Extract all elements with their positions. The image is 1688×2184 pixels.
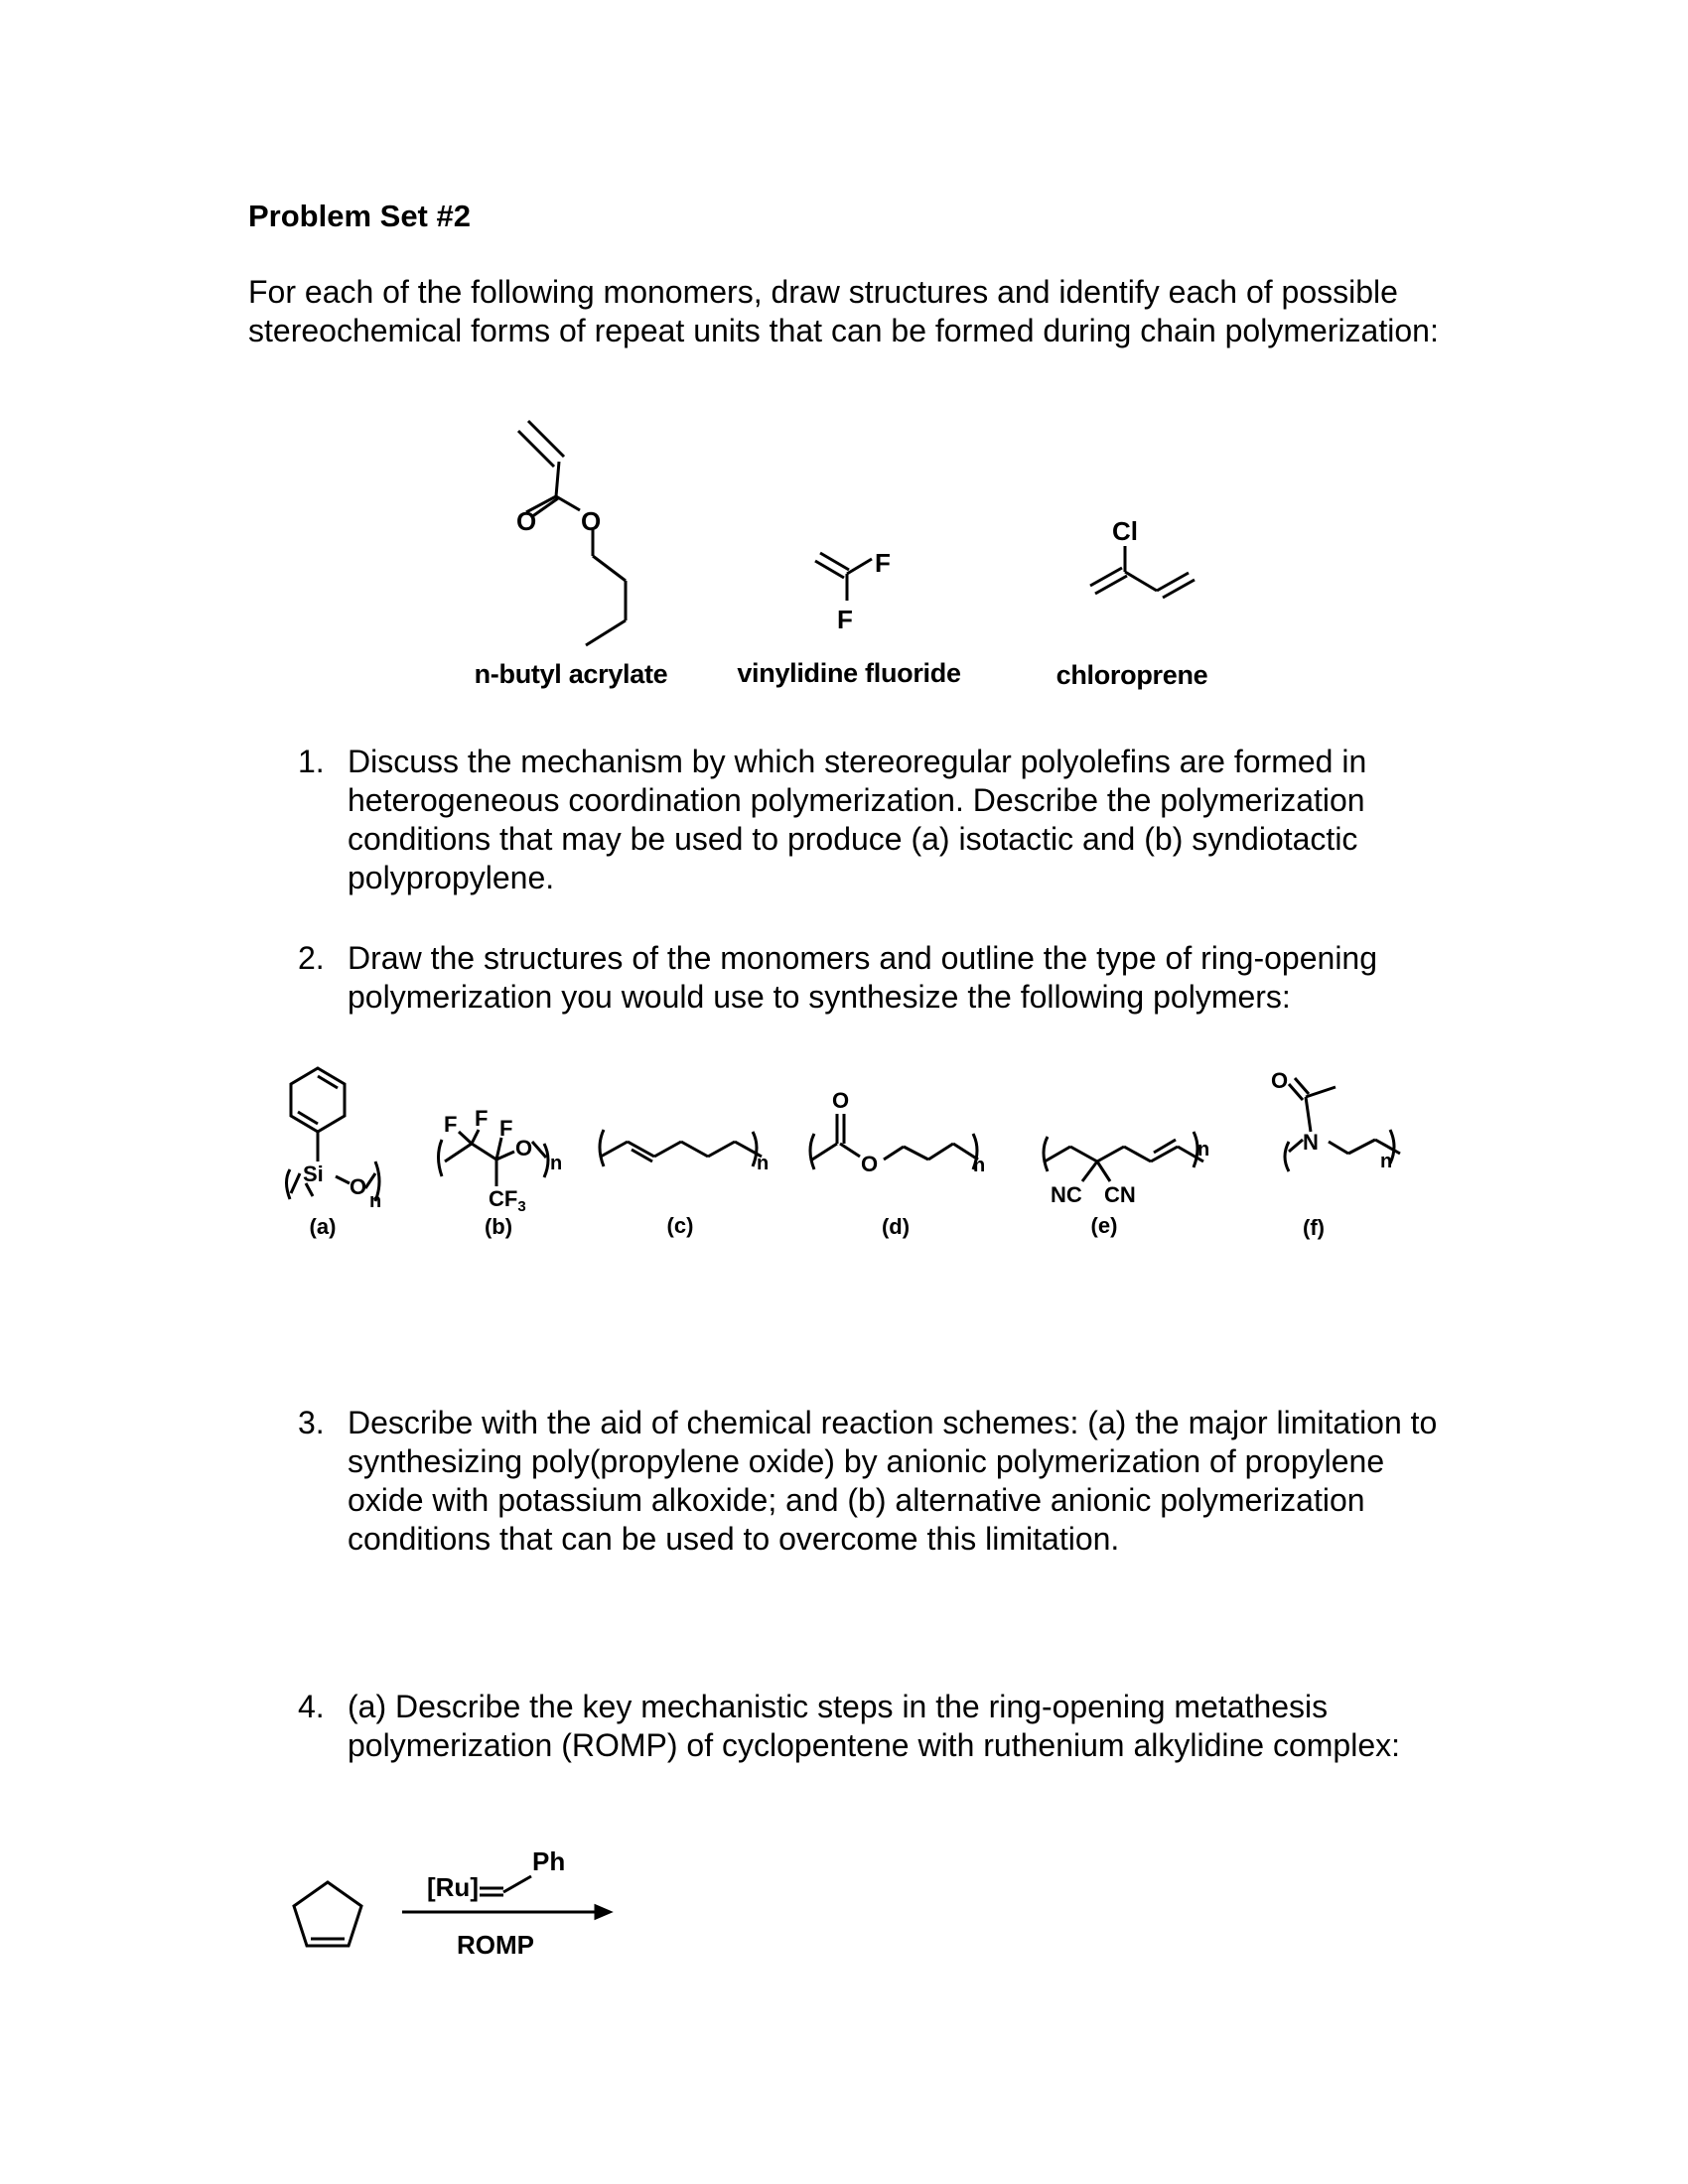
chloroprene-structure bbox=[1090, 516, 1195, 598]
polymer-label: (c) bbox=[666, 1213, 694, 1238]
polymer-c-structure bbox=[600, 1130, 769, 1174]
atom-O: O bbox=[1271, 1068, 1289, 1093]
repeat-n: n bbox=[1380, 1151, 1393, 1172]
atom-O: O bbox=[515, 1136, 533, 1160]
arrow-label: ROMP bbox=[457, 1930, 534, 1960]
polymer-e-structure bbox=[1044, 1132, 1209, 1207]
atom-F: F bbox=[444, 1112, 458, 1137]
group-CF3: $CF_3$ bbox=[489, 1186, 526, 1215]
polymer-label: (a) bbox=[309, 1214, 337, 1239]
vinylidine-fluoride-structure bbox=[815, 548, 891, 634]
atom-O: O bbox=[350, 1174, 367, 1199]
monomer-label: n-butyl acrylate bbox=[474, 659, 668, 689]
monomer-label: vinylidine fluoride bbox=[737, 658, 961, 688]
polymer-d-structure bbox=[810, 1088, 985, 1176]
repeat-n: n bbox=[550, 1153, 563, 1174]
question-number: 2. bbox=[298, 940, 325, 976]
question-number: 3. bbox=[298, 1405, 325, 1440]
polymer-a-structure bbox=[287, 1068, 382, 1212]
monomer-structures bbox=[0, 0, 1688, 715]
atom-O: O bbox=[861, 1152, 879, 1176]
monomer-label: chloroprene bbox=[1055, 660, 1208, 690]
question-text: (a) Describe the key mechanistic steps in the ring-opening metathesis polymerization (ROMP) of cyclopentene with ruthenium alkylidine complex: bbox=[348, 1689, 1400, 1763]
n-butyl-acrylate-structure bbox=[516, 421, 626, 645]
intro-paragraph: For each of the following monomers, draw structures and identify each of possible stereochemical forms of repeat units that can be formed during chain polymerization: bbox=[248, 274, 1439, 348]
repeat-n: n bbox=[757, 1153, 770, 1174]
polymer-label: (f) bbox=[1303, 1215, 1325, 1240]
page-title: Problem Set #2 bbox=[248, 199, 471, 233]
atom-F: F bbox=[837, 605, 853, 634]
atom-Cl: Cl bbox=[1112, 516, 1138, 546]
cyclopentene-structure bbox=[294, 1882, 361, 1946]
question-text: Describe with the aid of chemical reaction schemes: (a) the major limitation to synthesizing poly(propylene oxide) by anionic polymerization of propylene oxide with potassium alkoxide; and (b) alternative anionic polymerization conditions that can be used to overcome this limitation. bbox=[348, 1405, 1438, 1557]
group-NC: NC bbox=[1051, 1182, 1082, 1207]
atom-O: O bbox=[832, 1088, 850, 1113]
atom-Si: Si bbox=[303, 1161, 324, 1186]
atom-N: N bbox=[1303, 1130, 1319, 1155]
polymer-f-structure bbox=[1271, 1068, 1400, 1172]
phenyl-label: Ph bbox=[532, 1846, 566, 1876]
polymer-structures bbox=[0, 1052, 1688, 1251]
question-text: Discuss the mechanism by which stereoregular polyolefins are formed in heterogeneous coordination polymerization. Describe the polymerization conditions that may be used to produce (a) isotactic and (b) syndiotactic polypropylene. bbox=[348, 744, 1367, 895]
atom-O: O bbox=[581, 506, 602, 536]
catalyst-label: [Ru] bbox=[427, 1872, 479, 1902]
polymer-label: (e) bbox=[1090, 1213, 1118, 1238]
polymer-label: (b) bbox=[484, 1214, 513, 1239]
atom-F: F bbox=[499, 1116, 513, 1141]
atom-O: O bbox=[516, 506, 537, 536]
group-CN: CN bbox=[1104, 1182, 1136, 1207]
polymer-b-structure bbox=[439, 1106, 563, 1215]
atom-F: F bbox=[475, 1106, 489, 1131]
repeat-n: n bbox=[369, 1190, 382, 1212]
polymer-label: (d) bbox=[881, 1214, 911, 1239]
repeat-n: n bbox=[973, 1155, 986, 1176]
romp-scheme bbox=[278, 1837, 635, 1976]
question-number: 1. bbox=[298, 744, 325, 779]
atom-F: F bbox=[875, 548, 891, 578]
question-number: 4. bbox=[298, 1689, 325, 1724]
question-text: Draw the structures of the monomers and outline the type of ring-opening polymerization you would use to synthesize the following polymers: bbox=[348, 940, 1378, 1015]
repeat-n: n bbox=[1197, 1139, 1210, 1160]
